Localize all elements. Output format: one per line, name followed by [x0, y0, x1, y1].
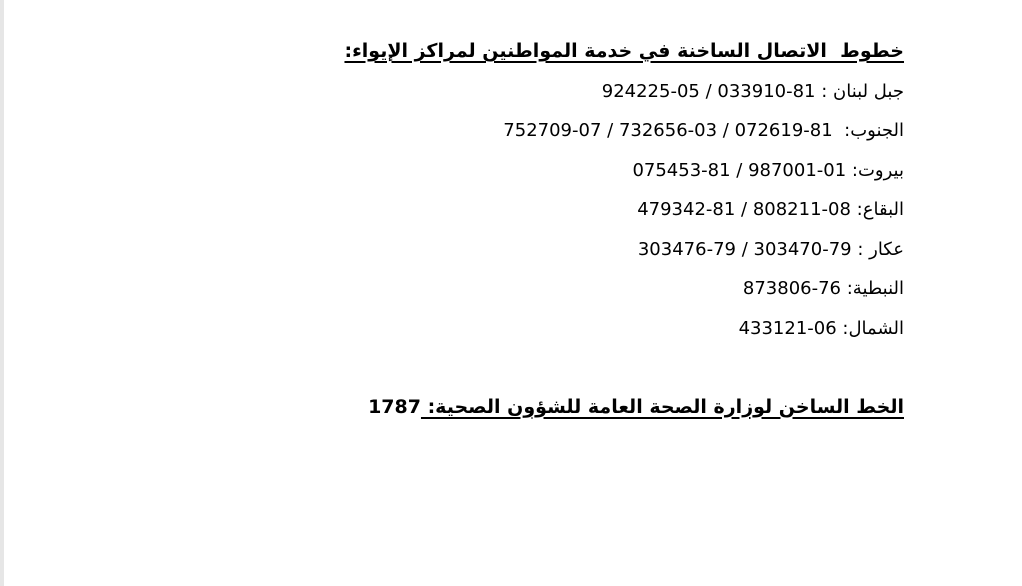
- hotline-line-beirut: بيروت: 01-987001 / 81-075453: [632, 159, 904, 181]
- blank-line-spacer: [40, 348, 904, 388]
- page-left-edge-strip: [0, 0, 4, 586]
- hotline-line-mount-lebanon: جبل لبنان : 81-033910 / 05-924225: [601, 80, 904, 102]
- hotline-list: [40, 72, 904, 349]
- moph-hotline-line: [40, 388, 904, 428]
- hotline-line-south: الجنوب: 81-072619 / 03-732656 / 07-752709: [503, 120, 904, 141]
- hotline-line-nabatieh: النبطية: 76-873806: [742, 278, 904, 299]
- hotline-line-akkar: عكار : 79-303470 / 79-303476: [637, 238, 904, 260]
- moph-hotline-label: الخط الساخن لوزارة الصحة العامة للشؤون الصحية:: [420, 395, 904, 418]
- shelters-hotlines-title: خطوط الاتصال الساخنة في خدمة المواطنين لمراكز الإيواء:: [344, 40, 904, 62]
- moph-hotline-number: 1787: [368, 395, 421, 418]
- hotline-line-north: الشمال: 06-433121: [738, 317, 904, 339]
- hotline-line-bekaa: البقاع: 08-808211 / 81-479342: [637, 199, 904, 220]
